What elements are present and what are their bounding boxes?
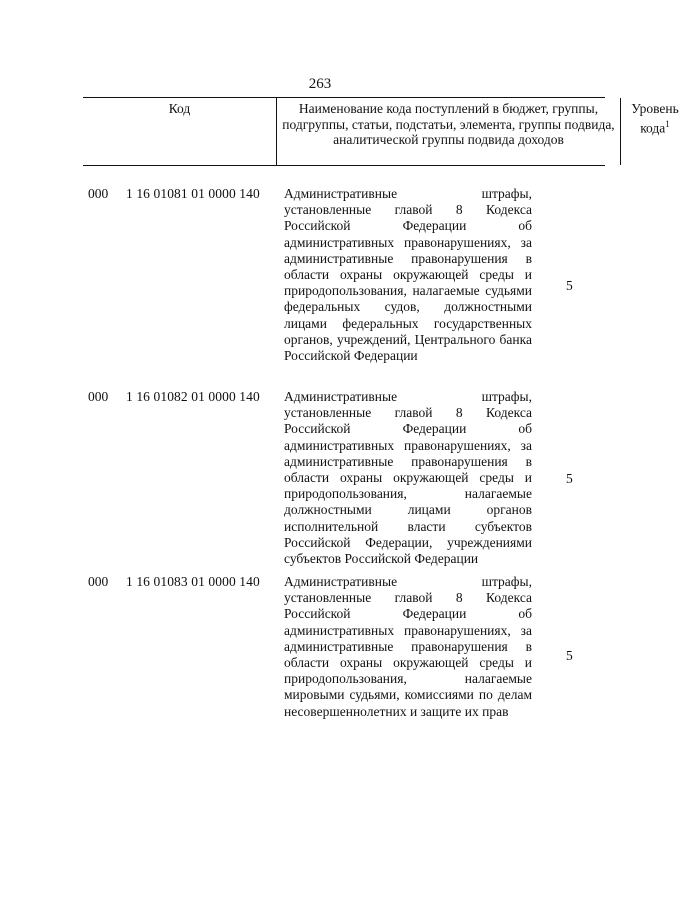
entry-code: 1 16 01083 01 0000 140 xyxy=(126,574,260,589)
header-name xyxy=(276,98,621,165)
header-code xyxy=(83,98,276,165)
entry-level: 5 xyxy=(566,278,573,293)
header-level-label: Уровень кода xyxy=(631,101,679,135)
entry-level: 5 xyxy=(566,471,573,486)
header-level xyxy=(621,98,689,165)
header-name-label: Наименование кода поступлений в бюджет, группы, подгруппы, статьи, подстатьи, элемента, группы подвида, аналитической группы подвида доходов xyxy=(282,101,615,147)
entry-prefix: 000 xyxy=(88,574,109,589)
entry-code: 1 16 01081 01 0000 140 xyxy=(126,186,260,201)
entry-description: Административные штрафы, установленные главой 8 Кодекса Российской Федерации об административных правонарушениях, за административные правонарушения в области охраны окружающей среды и природопользования, налагаемые мировыми судьями, комиссиями по делам несовершеннолетних и защите их прав xyxy=(284,574,532,719)
entry-code: 1 16 01082 01 0000 140 xyxy=(126,389,260,404)
entry-description: Административные штрафы, установленные главой 8 Кодекса Российской Федерации об административных правонарушениях, за административные правонарушения в области охраны окружающей среды и природопользования, налагаемые должностными лицами органов исполнительной власти субъектов Российской Федерации, учреждениями субъектов Российской Федерации xyxy=(284,389,532,567)
entry-prefix: 000 xyxy=(88,186,109,201)
header-level-footnote: 1 xyxy=(665,118,670,129)
header-table xyxy=(83,97,679,166)
header-code-label: Код xyxy=(168,101,191,116)
entry-prefix: 000 xyxy=(88,389,109,404)
entry-level: 5 xyxy=(566,648,573,663)
entry-description: Административные штрафы, установленные главой 8 Кодекса Российской Федерации об административных правонарушениях, за административные правонарушения в области охраны окружающей среды и природопользования, налагаемые судьями федеральных судов, должностными лицами федеральных государственных органов, учреждений, Центрального банка Российской Федерации xyxy=(284,186,532,364)
page-number: 263 xyxy=(308,76,332,92)
